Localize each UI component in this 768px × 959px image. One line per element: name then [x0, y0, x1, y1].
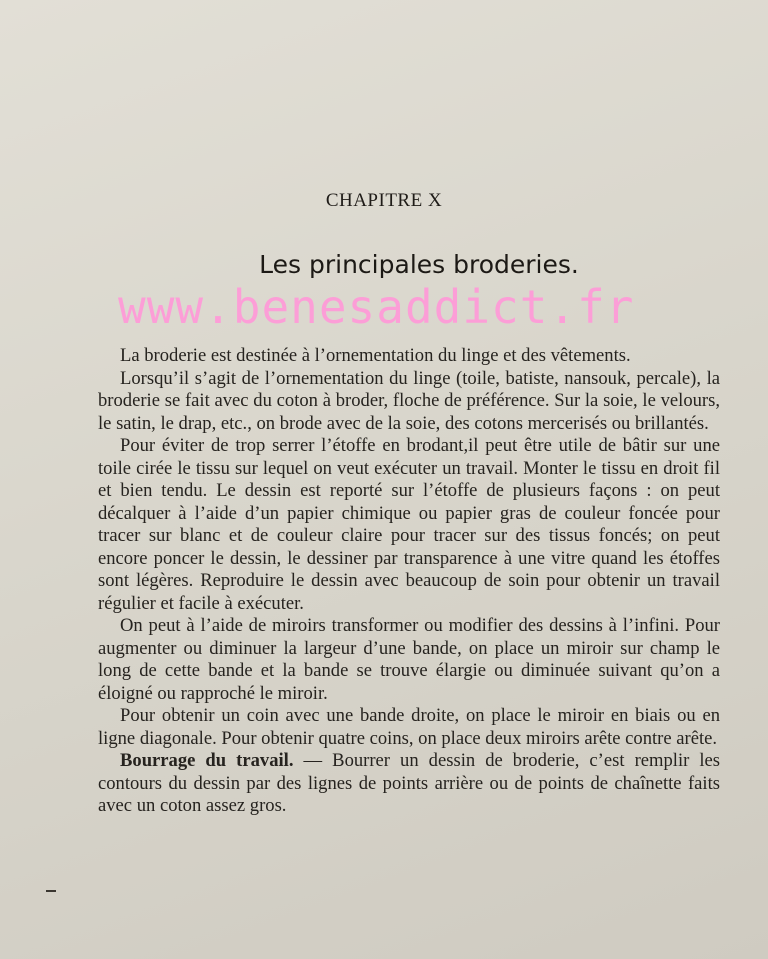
- margin-mark: [46, 890, 56, 892]
- page-title: Les principales broderies.: [259, 250, 579, 279]
- section-label: Bourrage du travail.: [120, 750, 294, 771]
- paragraph: Pour obtenir un coin avec une bande droite, on place le miroir en biais ou en ligne diagonale. Pour obtenir quatre coins, on place deux miroirs arête contre arête.: [98, 705, 720, 749]
- paragraph-text: — Bourrer un dessin de broderie, c’est remplir les contours du dessin par des lignes de points arrière ou de points de chaînette faits avec un coton assez gros.: [98, 750, 720, 816]
- paragraph: On peut à l’aide de miroirs transformer ou modifier des dessins à l’infini. Pour augmenter ou diminuer la largeur d’une bande, on place un miroir sur champ le long de cette bande et la bande se trouve élargie ou diminuée suivant qu’on a éloigné ou rapproché le miroir.: [98, 615, 720, 704]
- watermark: www.benesaddict.fr: [118, 280, 635, 334]
- body-text: [98, 345, 720, 818]
- paragraph: La broderie est destinée à l’ornementation du linge et des vêtements.: [120, 345, 631, 366]
- paragraph: Pour éviter de trop serrer l’étoffe en brodant,il peut être utile de bâtir sur une toile cirée le tissu sur lequel on veut exécuter un travail. Monter le tissu en droit fil et bien tendu. Le dessin est reporté sur l’étoffe de plusieurs façons : on peut décalquer à l’aide d’un papier chimique ou papier gras de couleur foncée pour tracer sur blanc et de couleur claire pour tracer sur des tissus foncés; on peut encore poncer le dessin, le dessiner par transparence à une vitre quand les étoffes sont légères. Reproduire le dessin avec beaucoup de soin pour obtenir un travail régulier et facile à exécuter.: [98, 435, 720, 614]
- paragraph-bourrage: [98, 750, 720, 818]
- chapter-heading: CHAPITRE X: [325, 190, 443, 211]
- paragraph: Lorsqu’il s’agit de l’ornementation du linge (toile, batiste, nansouk, percale), la broderie se fait avec du coton à broder, floche de préférence. Sur la soie, le velours, le satin, le drap, etc., on brode avec de la soie, des cotons mercerisés ou brillantés.: [98, 367, 720, 434]
